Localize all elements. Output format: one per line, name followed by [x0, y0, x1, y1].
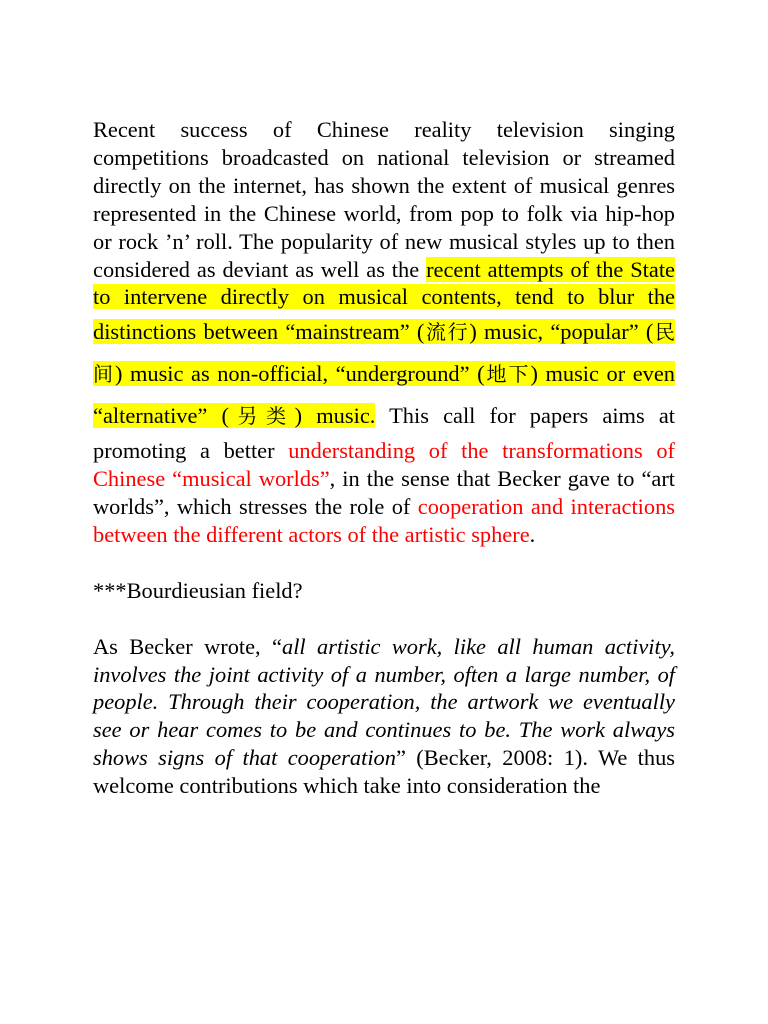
- highlight-cjk-underground-wrap: [485, 361, 531, 386]
- highlight-cjk-mainstream-wrap: [424, 319, 469, 344]
- becker-quote: all artistic work, like all human activity, involves the joint activity of a number, often a large number, of people. Through their cooperation, the artwork we eventually see or hear comes to be and continues to be. The work always shows signs of that cooperation: [93, 633, 675, 771]
- paragraph-spacer: [93, 549, 675, 577]
- highlight-cjk-alternative-wrap: [229, 403, 295, 428]
- paragraph-bourdieu-note: ***Bourdieusian field?: [93, 577, 303, 603]
- red-emphasis-1: understanding of the transformations of Chinese “musical worlds”: [93, 438, 675, 492]
- cjk-underground: 地下: [484, 362, 531, 387]
- quote-citation: ” (Becker, 2008: 1): [395, 745, 583, 771]
- quote-lead: As Becker wrote, “: [93, 633, 282, 659]
- intro-text: Recent success of Chinese reality television singing competitions broadcasted on national television or streamed directly on the internet, has shown the extent of musical genres represented in the Chinese world, from pop to folk via hip-hop or rock ’n’ roll. The popularity of new musical styles up to then considered as deviant as well as the: [93, 117, 675, 282]
- highlighted-text-5: ) music.: [294, 403, 376, 429]
- cjk-popular: 民间: [93, 320, 675, 387]
- highlighted-text-4: ) music or even “alternative” (: [93, 361, 676, 429]
- document-page: [93, 116, 675, 800]
- red-emphasis-2: cooperation and interactions between the different actors of the artistic sphere: [93, 494, 675, 548]
- paragraph-intro: [93, 116, 675, 549]
- paragraph-becker-quote: [93, 633, 675, 800]
- paragraph-spacer: [93, 605, 675, 633]
- quote-tail: . We thus welcome contributions which take into consideration the: [93, 745, 675, 799]
- cjk-alternative: 另类: [228, 404, 295, 429]
- cjk-mainstream: 流行: [424, 320, 470, 345]
- call-for-papers-text: This call for papers aims at promoting a better: [93, 403, 675, 464]
- highlighted-text-2: ) music, “popular” (: [469, 319, 654, 345]
- becker-art-worlds-text: , in the sense that Becker gave to “art worlds”, which stresses the role of: [93, 466, 675, 520]
- highlighted-text-3: ) music as non-official, “underground” (: [114, 361, 485, 387]
- paragraph-end-period: .: [529, 522, 536, 548]
- highlighted-text-1: recent attempts of the State to intervene directly on musical contents, tend to blur the distinctions between “mainstream” (: [93, 256, 675, 345]
